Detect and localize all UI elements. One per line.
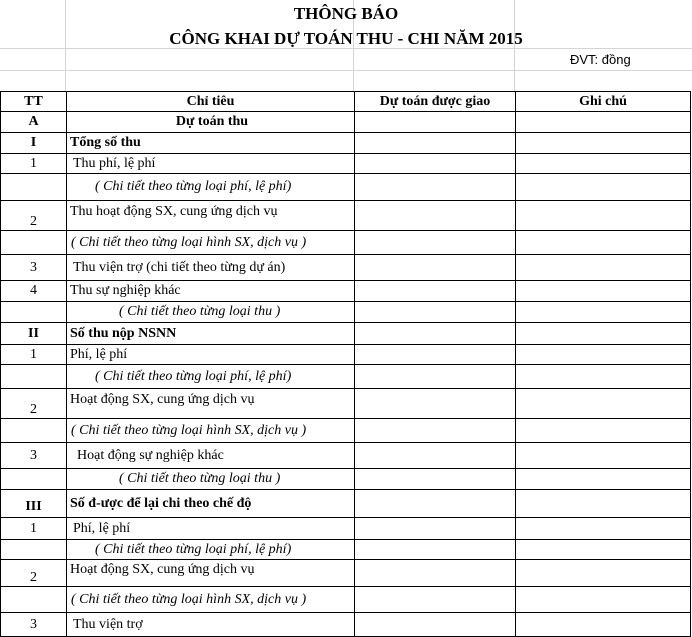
table-row <box>1 201 691 231</box>
table-row <box>1 587 691 613</box>
row-estimate[interactable] <box>355 560 516 587</box>
table-row <box>1 133 691 154</box>
table-row <box>1 419 691 443</box>
row-label[interactable]: ( Chi tiết theo từng loại thu ) <box>67 469 355 490</box>
table-row <box>1 323 691 345</box>
row-estimate[interactable] <box>355 154 516 174</box>
row-note[interactable] <box>516 560 691 587</box>
grid-line <box>0 70 692 71</box>
row-note[interactable] <box>516 469 691 490</box>
row-note[interactable] <box>516 281 691 302</box>
row-estimate[interactable] <box>355 112 516 133</box>
row-tt[interactable] <box>1 231 67 255</box>
row-label[interactable]: Dự toán thu <box>67 112 355 133</box>
table-row <box>1 345 691 365</box>
budget-table <box>0 91 691 637</box>
row-label[interactable]: Thu viện trợ (chi tiết theo từng dự án) <box>67 255 355 281</box>
row-tt[interactable] <box>1 419 67 443</box>
row-estimate[interactable] <box>355 518 516 540</box>
row-tt[interactable]: 3 <box>1 613 67 637</box>
row-estimate[interactable] <box>355 323 516 345</box>
row-estimate[interactable] <box>355 540 516 560</box>
row-tt[interactable]: A <box>1 112 67 133</box>
row-estimate[interactable] <box>355 174 516 201</box>
row-estimate[interactable] <box>355 365 516 389</box>
row-estimate[interactable] <box>355 419 516 443</box>
row-note[interactable] <box>516 540 691 560</box>
row-label[interactable]: ( Chi tiết theo từng loại phí, lệ phí) <box>67 174 355 201</box>
row-tt[interactable] <box>1 302 67 323</box>
row-estimate[interactable] <box>355 345 516 365</box>
row-tt[interactable]: III <box>1 490 67 518</box>
row-tt[interactable]: 2 <box>1 560 67 587</box>
table-row <box>1 255 691 281</box>
notice-subtitle: CÔNG KHAI DỰ TOÁN THU - CHI NĂM 2015 <box>169 29 523 48</box>
row-note[interactable] <box>516 613 691 637</box>
row-label[interactable]: Hoạt động SX, cung ứng dịch vụ <box>67 560 355 587</box>
table-row <box>1 231 691 255</box>
table-row <box>1 469 691 490</box>
row-label[interactable]: ( Chi tiết theo từng loại hình SX, dịch vụ ) <box>67 231 355 255</box>
row-label[interactable]: Thu viện trợ <box>67 613 355 637</box>
row-label[interactable]: Tổng số thu <box>67 133 355 154</box>
table-row <box>1 518 691 540</box>
row-estimate[interactable] <box>355 587 516 613</box>
row-note[interactable] <box>516 443 691 469</box>
row-note[interactable] <box>516 201 691 231</box>
row-label[interactable]: Thu sự nghiệp khác <box>67 281 355 302</box>
row-label[interactable]: Số đ-ược để lại chi theo chế độ <box>67 490 355 518</box>
row-label[interactable]: Hoạt động SX, cung ứng dịch vụ <box>67 389 355 419</box>
row-estimate[interactable] <box>355 231 516 255</box>
table-row <box>1 540 691 560</box>
row-estimate[interactable] <box>355 613 516 637</box>
row-estimate[interactable] <box>355 469 516 490</box>
row-label[interactable]: ( Chi tiết theo từng loại thu ) <box>67 302 355 323</box>
table-row <box>1 560 691 587</box>
row-note[interactable] <box>516 302 691 323</box>
row-estimate[interactable] <box>355 255 516 281</box>
row-note[interactable] <box>516 587 691 613</box>
row-label[interactable]: ( Chi tiết theo từng loại hình SX, dịch vụ ) <box>67 587 355 613</box>
table-row <box>1 302 691 323</box>
row-tt[interactable]: 1 <box>1 518 67 540</box>
row-note[interactable] <box>516 323 691 345</box>
col-header-note[interactable]: Ghi chú <box>516 92 691 112</box>
row-tt[interactable]: 2 <box>1 389 67 419</box>
table-row <box>1 443 691 469</box>
row-note[interactable] <box>516 174 691 201</box>
row-note[interactable] <box>516 255 691 281</box>
row-tt[interactable] <box>1 469 67 490</box>
row-estimate[interactable] <box>355 389 516 419</box>
table-row <box>1 174 691 201</box>
row-note[interactable] <box>516 365 691 389</box>
row-note[interactable] <box>516 133 691 154</box>
row-note[interactable] <box>516 490 691 518</box>
table-row <box>1 389 691 419</box>
row-label[interactable]: Phí, lệ phí <box>67 518 355 540</box>
row-estimate[interactable] <box>355 133 516 154</box>
row-tt[interactable] <box>1 540 67 560</box>
row-note[interactable] <box>516 419 691 443</box>
row-note[interactable] <box>516 112 691 133</box>
table-row <box>1 365 691 389</box>
row-note[interactable] <box>516 518 691 540</box>
row-tt[interactable] <box>1 587 67 613</box>
row-label[interactable]: Phí, lệ phí <box>67 345 355 365</box>
row-note[interactable] <box>516 389 691 419</box>
header-row <box>1 92 691 112</box>
table-row <box>1 154 691 174</box>
row-label[interactable]: Hoạt động sự nghiệp khác <box>67 443 355 469</box>
row-label[interactable]: Thu phí, lệ phí <box>67 154 355 174</box>
table-row <box>1 281 691 302</box>
row-estimate[interactable] <box>355 302 516 323</box>
row-estimate[interactable] <box>355 490 516 518</box>
table-row <box>1 112 691 133</box>
unit-label: ĐVT: đồng <box>570 52 631 67</box>
row-tt[interactable]: 1 <box>1 154 67 174</box>
col-header-tt[interactable]: TT <box>1 92 67 112</box>
row-tt[interactable]: II <box>1 323 67 345</box>
notice-title: THÔNG BÁO <box>293 4 399 23</box>
table-row <box>1 613 691 637</box>
row-note[interactable] <box>516 345 691 365</box>
row-tt[interactable] <box>1 174 67 201</box>
row-tt[interactable] <box>1 365 67 389</box>
row-tt[interactable]: 1 <box>1 345 67 365</box>
row-estimate[interactable] <box>355 443 516 469</box>
row-label[interactable]: ( Chi tiết theo từng loại hình SX, dịch vụ ) <box>67 419 355 443</box>
row-tt[interactable]: 3 <box>1 255 67 281</box>
col-header-item[interactable]: Chỉ tiêu <box>67 92 355 112</box>
row-tt[interactable]: I <box>1 133 67 154</box>
row-label[interactable]: Số thu nộp NSNN <box>67 323 355 345</box>
table-row <box>1 490 691 518</box>
row-note[interactable] <box>516 231 691 255</box>
row-label[interactable]: ( Chi tiết theo từng loại phí, lệ phí) <box>67 540 355 560</box>
row-estimate[interactable] <box>355 281 516 302</box>
row-tt[interactable]: 4 <box>1 281 67 302</box>
row-note[interactable] <box>516 154 691 174</box>
col-header-estimate[interactable]: Dự toán được giao <box>355 92 516 112</box>
row-estimate[interactable] <box>355 201 516 231</box>
row-label[interactable]: ( Chi tiết theo từng loại phí, lệ phí) <box>67 365 355 389</box>
row-label[interactable]: Thu hoạt động SX, cung ứng dịch vụ <box>67 201 355 231</box>
row-tt[interactable]: 2 <box>1 201 67 231</box>
row-tt[interactable]: 3 <box>1 443 67 469</box>
